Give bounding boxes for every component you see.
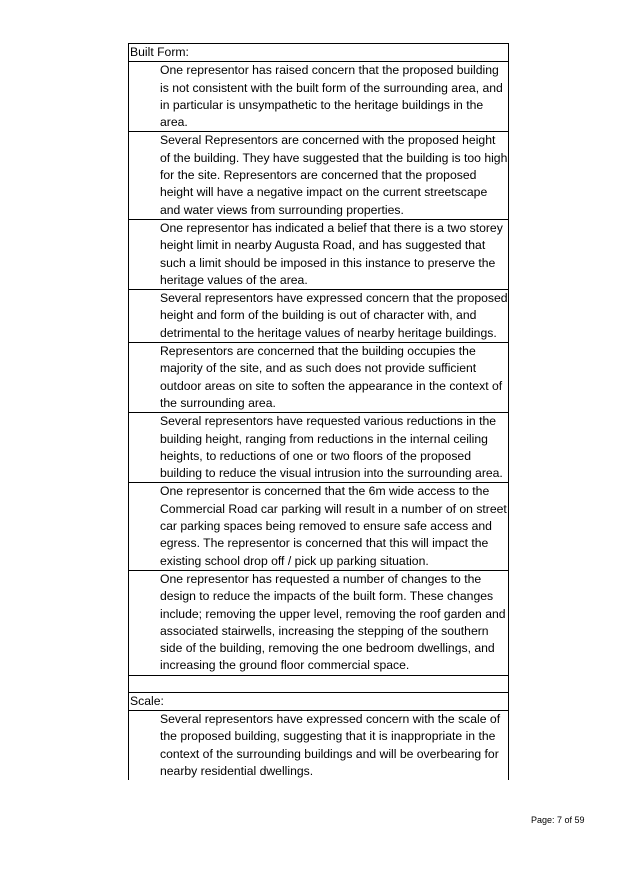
table-row [129,219,509,289]
representation-entry: Representors are concerned that the building occupies the majority of the site, and as such does not provide sufficient outdoor areas on site to soften the appearance in the context of the surrounding area. [129,343,509,413]
table-row [129,710,509,780]
empty-cell [129,675,509,692]
section-heading-row [129,692,509,710]
representation-entry: One representor has requested a number of changes to the design to reduce the impacts of the built form. These changes include; removing the upper level, removing the roof garden and associated stairwells, increasing the stepping of the southern side of the building, removing the one bedroom dwellings, and increasing the ground floor commercial space. [129,570,509,675]
table-row [129,290,509,343]
empty-row [129,675,509,692]
section-heading-row [129,44,509,62]
representation-entry: Several representors have requested various reductions in the building height, ranging from reductions in the internal ceiling heights, to reductions of one or two floors of the proposed building to reduce the visual intrusion into the surrounding area. [129,413,509,483]
representation-entry: Several representors have expressed concern with the scale of the proposed building, suggesting that it is inappropriate in the context of the surrounding buildings and will be overbearing for nearby residential dwellings. [129,710,509,780]
representation-entry: One representor has raised concern that the proposed building is not consistent with the built form of the surrounding area, and in particular is unsympathetic to the heritage buildings in the area. [129,62,509,132]
representation-entry: One representor has indicated a belief that there is a two storey height limit in nearby Augusta Road, and has suggested that such a limit should be imposed in this instance to preserve the heritage values of the area. [129,219,509,289]
table-row [129,132,509,219]
representation-entry: One representor is concerned that the 6m wide access to the Commercial Road car parking will result in a number of on street car parking spaces being removed to ensure safe access and egress. The representor is concerned that this will impact the existing school drop off / pick up parking situation. [129,483,509,570]
table-row [129,483,509,570]
representation-entry: Several representors have expressed concern that the proposed height and form of the building is out of character with, and detrimental to the heritage values of nearby heritage buildings. [129,290,509,343]
section-heading-scale: Scale: [129,692,509,710]
representation-entry: Several Representors are concerned with the proposed height of the building. They have suggested that the building is too high for the site. Representors are concerned that the proposed height will have a negative impact on the current streetscape and water views from surrounding properties. [129,132,509,219]
table-row [129,343,509,413]
page-number: Page: 7 of 59 [531,815,585,825]
table-row [129,62,509,132]
representations-table [128,43,509,780]
table-row [129,413,509,483]
section-heading-built-form: Built Form: [129,44,509,62]
table-row [129,570,509,675]
